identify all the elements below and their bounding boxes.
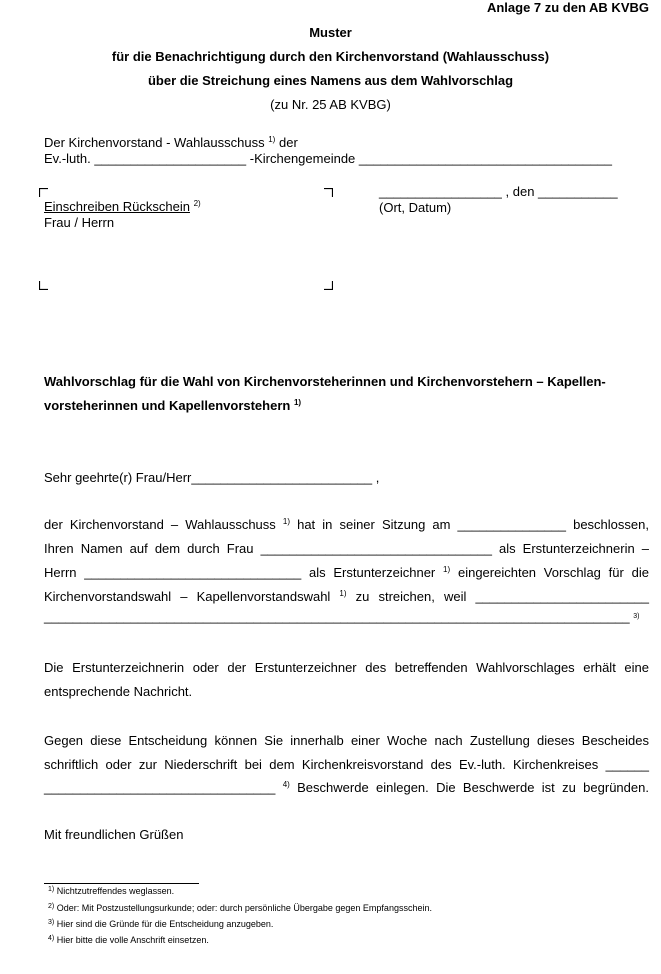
footnote [48,935,209,945]
footnote-text: Oder: Mit Postzustellungsurkunde; oder: durch persönliche Übergabe gegen Empfangsschein. [56,903,432,913]
subject-text: vorsteherinnen und Kapellenvorstehern [44,398,291,413]
paragraph-3-line-2: schriftlich oder zur Niederschrift bei dem Kirchenkreisvorstand des Ev.-luth. Kirchenkreises ______ [44,757,649,772]
mail-type: Einschreiben Rückschein [44,199,190,214]
footnote-mark: 2) [48,903,55,910]
recipient-label: Frau / Herrn [44,215,115,230]
footnote-ref: 1) [268,135,276,144]
footnote-ref: 1) [339,589,347,598]
body-text: zu streichen, weil ________________________ [355,589,649,604]
document-reference: (zu Nr. 25 AB KVBG) [270,97,391,112]
corner-mark-bottom-right [324,281,333,290]
footnote-text: Hier bitte die volle Anschrift einsetzen. [56,935,209,945]
footnote [48,903,432,913]
footnote [48,886,174,896]
footnote [48,919,273,929]
document-subtitle-1: für die Benachrichtigung durch den Kirchenvorstand (Wahlausschuss) [111,49,550,64]
body-text: der Kirchenvorstand – Wahlausschuss [44,517,276,532]
document-subtitle-2: über die Streichung eines Namens aus dem Wahlvorschlag [147,73,514,88]
subject-line-2 [44,398,301,413]
paragraph-2-line-1: Die Erstunterzeichnerin oder der Erstunterzeichner des betreffenden Wahlvorschlages erhält eine [44,660,649,675]
footnote-divider [44,883,199,884]
footnote-ref: 4) [282,780,290,789]
body-text: Beschwerde einlegen. Die Beschwerde ist zu begründen. [297,780,649,795]
body-text: _________________________________________________________________________________ [44,609,630,624]
place-date-label: (Ort, Datum) [379,200,452,215]
closing: Mit freundlichen Grüßen [44,827,184,842]
footnote-text: Nichtzutreffendes weglassen. [56,886,175,896]
attachment-label: Anlage 7 zu den AB KVBG [486,0,649,15]
mail-type-line [44,199,201,214]
paragraph-1-line-5 [44,609,640,624]
footnote-ref: 1) [443,565,451,574]
sender-text: Der Kirchenvorstand - Wahlausschuss [44,135,265,150]
footnote-ref: 3) [633,613,640,620]
paragraph-3-line-1: Gegen diese Entscheidung können Sie innerhalb einer Woche nach Zustellung dieses Bescheides [44,733,649,748]
body-text: ________________________________ [44,780,276,795]
paragraph-1-line-3 [44,565,649,580]
footnote-mark: 4) [48,935,55,942]
paragraph-1-line-2: Ihren Namen auf dem durch Frau ________________________________ als Erstunterzeichnerin – [44,541,649,556]
paragraph-3-line-3 [44,780,649,795]
footnote-text: Hier sind die Gründe für die Entscheidung anzugeben. [56,919,274,929]
paragraph-2-line-2: entsprechende Nachricht. [44,684,193,699]
body-text: eingereichten Vorschlag für die [457,565,649,580]
sender-line-1 [44,135,298,150]
salutation: Sehr geehrte(r) Frau/Herr_________________________ , [44,470,380,485]
corner-mark-top-right [324,188,333,197]
corner-mark-top-left [39,188,48,197]
body-text: Kirchenvorstandswahl – Kapellenvorstandswahl [44,589,331,604]
footnote-mark: 1) [48,886,55,893]
sender-text-end: der [278,135,298,150]
paragraph-1-line-1 [44,517,649,532]
footnote-ref: 2) [193,199,201,208]
paragraph-1-line-4 [44,589,649,604]
footnote-mark: 3) [48,919,55,926]
body-text: Herrn ______________________________ als Erstunterzeichner [44,565,436,580]
body-text: hat in seiner Sitzung am _______________ beschlossen, [297,517,649,532]
place-date-line: _________________ , den ___________ [379,184,618,199]
document-title: Muster [309,25,352,40]
sender-line-2: Ev.-luth. _____________________ -Kirchengemeinde ___________________________________ [44,151,612,166]
footnote-ref: 1) [293,398,302,407]
corner-mark-bottom-left [39,281,48,290]
footnote-ref: 1) [282,517,290,526]
subject-line-1: Wahlvorschlag für die Wahl von Kirchenvorsteherinnen und Kirchenvorstehern – Kapellen- [44,374,606,389]
